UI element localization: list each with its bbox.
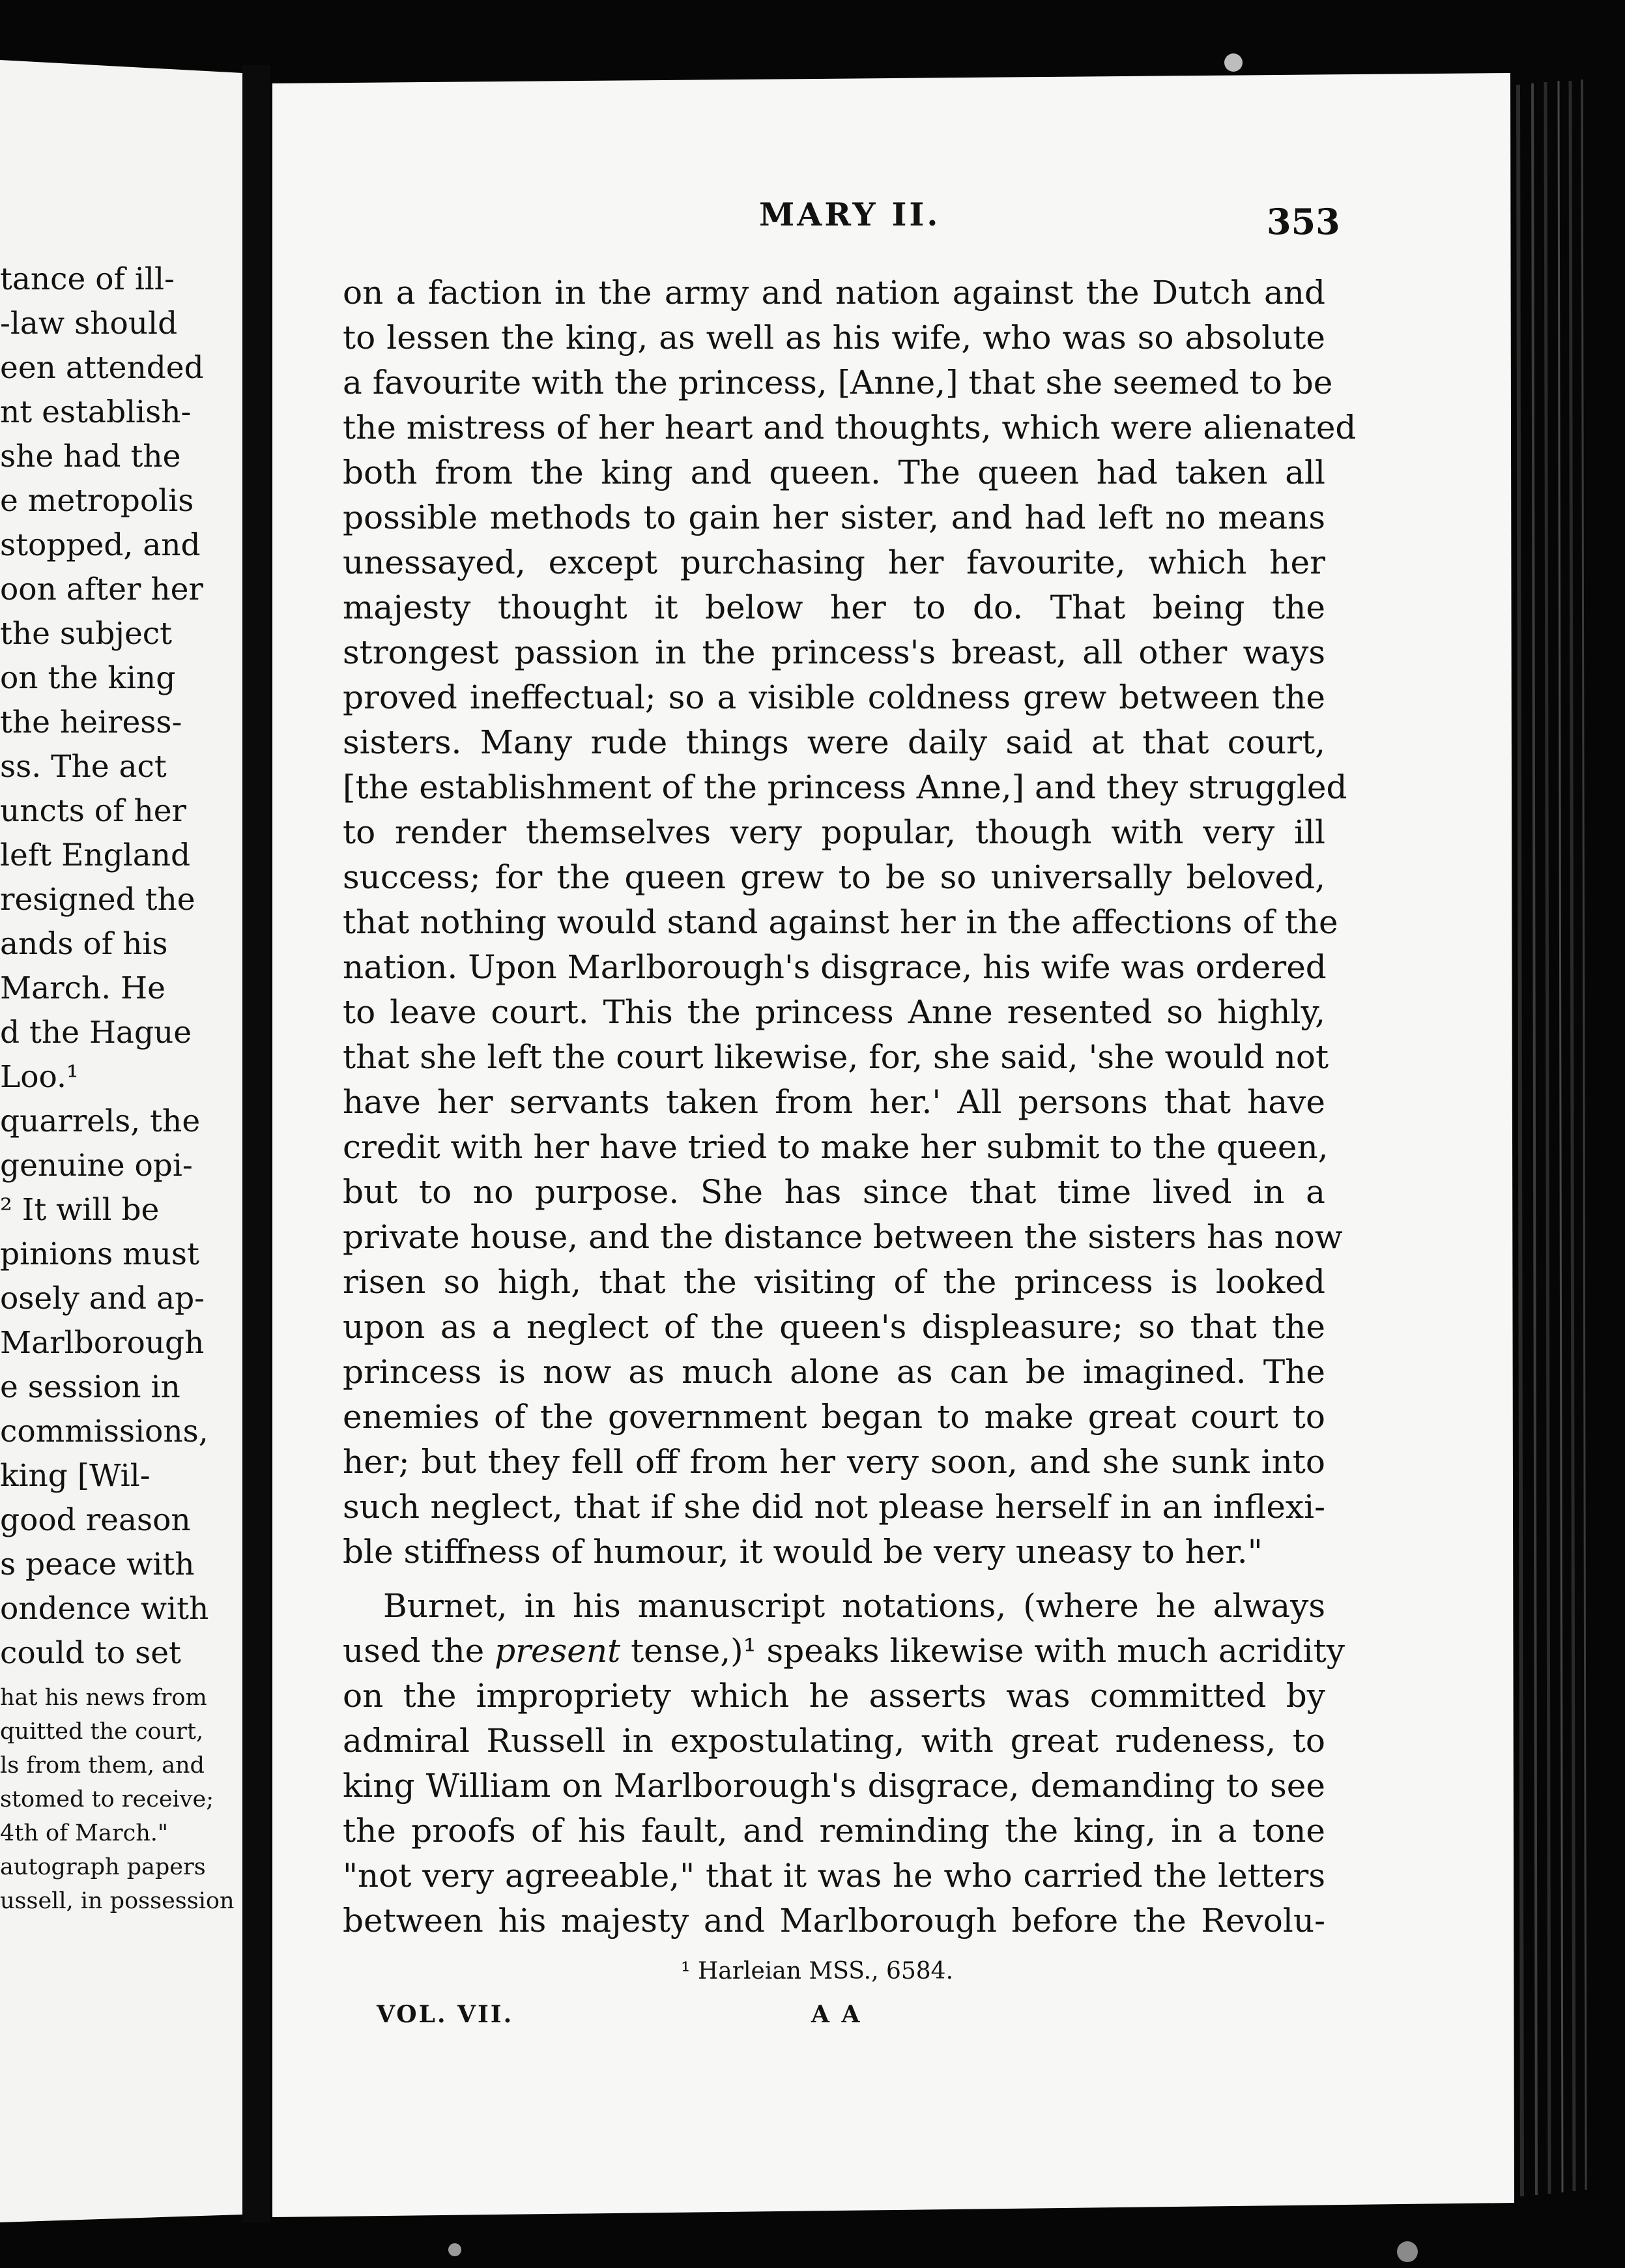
body-line: both from the king and queen. The queen had taken all (343, 454, 1325, 491)
left-text-line: nt establish- (0, 394, 192, 430)
body-line: to lessen the king, as well as his wife, who was so absolute (343, 319, 1325, 356)
left-footnote-line: hat his news from (0, 1685, 207, 1711)
body-line: admiral Russell in expostulating, with great rudeness, to (343, 1722, 1325, 1760)
left-text-line: ² It will be (0, 1192, 160, 1228)
body-line: on the impropriety which he asserts was committed by (343, 1677, 1325, 1715)
body-line: success; for the queen grew to be so universally beloved, (343, 858, 1325, 896)
left-text-line: tance of ill- (0, 261, 175, 297)
left-text-line: ss. The act (0, 749, 167, 785)
left-text-line: could to set (0, 1635, 181, 1671)
body-line: ble stiffness of humour, it would be very uneasy to her." (343, 1533, 1263, 1571)
left-text-line: een attended (0, 350, 204, 386)
left-text-line: oon after her (0, 572, 203, 607)
body-line: between his majesty and Marlborough before the Revolu- (343, 1902, 1325, 1940)
body-line: princess is now as much alone as can be imagined. The (343, 1353, 1325, 1391)
left-text-line: pinions must (0, 1236, 199, 1272)
left-text-line: the subject (0, 616, 172, 652)
speck (448, 2243, 461, 2256)
body-line: have her servants taken from her.' All persons that have (343, 1083, 1325, 1121)
body-line: that she left the court likewise, for, she said, 'she would not (343, 1038, 1329, 1076)
left-text-line: Loo.¹ (0, 1059, 79, 1095)
left-text-line: quarrels, the (0, 1103, 201, 1139)
left-footnote-line: ussell, in possession (0, 1888, 235, 1914)
text-run: tense,)¹ speaks likewise with much acridity (620, 1632, 1345, 1670)
page-number: 353 (1267, 201, 1340, 242)
body-line: to render themselves very popular, though with very ill (343, 813, 1325, 851)
body-line-with-italic (343, 1629, 1345, 1674)
left-footnote-line: quitted the court, (0, 1719, 204, 1745)
left-text-line: ands of his (0, 926, 168, 962)
body-line: majesty thought it below her to do. That being the (343, 589, 1325, 626)
italic-word: present (495, 1632, 621, 1670)
left-text-line: resigned the (0, 882, 195, 918)
body-line: king William on Marlborough's disgrace, demanding to see (343, 1767, 1325, 1805)
left-text-line: stopped, and (0, 527, 201, 563)
body-line: [the establishment of the princess Anne,] and they struggled (343, 768, 1347, 806)
speck (1397, 2241, 1418, 2262)
left-text-line: genuine opi- (0, 1148, 193, 1184)
body-line: "not very agreeable," that it was he who carried the letters (343, 1857, 1325, 1895)
body-line: possible methods to gain her sister, and had left no means (343, 499, 1325, 536)
left-footnote-line: autograph papers (0, 1854, 206, 1880)
left-text-line: king [Wil- (0, 1458, 151, 1494)
body-line: her; but they fell off from her very soon, and she sunk into (343, 1443, 1325, 1481)
left-text-line: e metropolis (0, 483, 194, 519)
body-line: that nothing would stand against her in the affections of the (343, 903, 1338, 941)
body-line: the mistress of her heart and thoughts, which were alienated (343, 409, 1357, 446)
left-text-line: osely and ap- (0, 1281, 205, 1316)
body-line: sisters. Many rude things were daily said at that court, (343, 723, 1325, 761)
left-text-line: on the king (0, 660, 176, 696)
left-text-line: d the Hague (0, 1015, 192, 1051)
text-run: used the (343, 1632, 495, 1670)
body-line: unessayed, except purchasing her favourite, which her (343, 544, 1325, 581)
left-text-line: the heiress- (0, 705, 182, 740)
left-footnote-line: 4th of March." (0, 1820, 168, 1846)
body-line: enemies of the government began to make great court to (343, 1398, 1325, 1436)
body-line: upon as a neglect of the queen's displeasure; so that the (343, 1308, 1325, 1346)
body-line: risen so high, that the visiting of the princess is looked (343, 1263, 1325, 1301)
left-footnote-line: ls from them, and (0, 1752, 205, 1779)
left-text-line: s peace with (0, 1547, 195, 1582)
left-text-line: -law should (0, 306, 178, 342)
body-line: private house, and the distance between the sisters has now (343, 1218, 1343, 1256)
body-line: on a faction in the army and nation against the Dutch and (343, 274, 1325, 312)
left-text-line: March. He (0, 970, 165, 1006)
volume-signature: VOL. VII. (377, 2001, 514, 2028)
left-text-line: uncts of her (0, 793, 186, 829)
body-line: credit with her have tried to make her submit to the queen, (343, 1128, 1329, 1166)
body-line: strongest passion in the princess's breast, all other ways (343, 633, 1325, 671)
gutter (242, 65, 270, 2222)
body-line: such neglect, that if she did not please herself in an inflexi- (343, 1488, 1325, 1526)
body-line: proved ineffectual; so a visible coldness grew between the (343, 678, 1325, 716)
left-text-line: left England (0, 837, 191, 873)
left-page-column (0, 257, 235, 2082)
body-line: the proofs of his fault, and reminding the king, in a tone (343, 1812, 1325, 1850)
left-text-line: good reason (0, 1502, 191, 1538)
running-header: MARY II. (759, 196, 941, 233)
gathering-signature: A A (811, 2001, 862, 2028)
left-text-line: commissions, (0, 1414, 209, 1449)
left-text-line: e session in (0, 1369, 180, 1405)
left-text-line: ondence with (0, 1591, 209, 1627)
body-line: a favourite with the princess, [Anne,] that she seemed to be (343, 364, 1333, 401)
speck (1224, 53, 1243, 72)
body-line: nation. Upon Marlborough's disgrace, his wife was ordered (343, 948, 1327, 986)
left-text-line: she had the (0, 439, 181, 474)
footnote: ¹ Harleian MSS., 6584. (681, 1958, 954, 1984)
body-line: Burnet, in his manuscript notations, (where he always (383, 1587, 1325, 1625)
left-text-line: Marlborough (0, 1325, 205, 1361)
body-line: to leave court. This the princess Anne resented so highly, (343, 993, 1325, 1031)
left-footnote-line: stomed to receive; (0, 1786, 214, 1812)
body-line: but to no purpose. She has since that time lived in a (343, 1173, 1325, 1211)
